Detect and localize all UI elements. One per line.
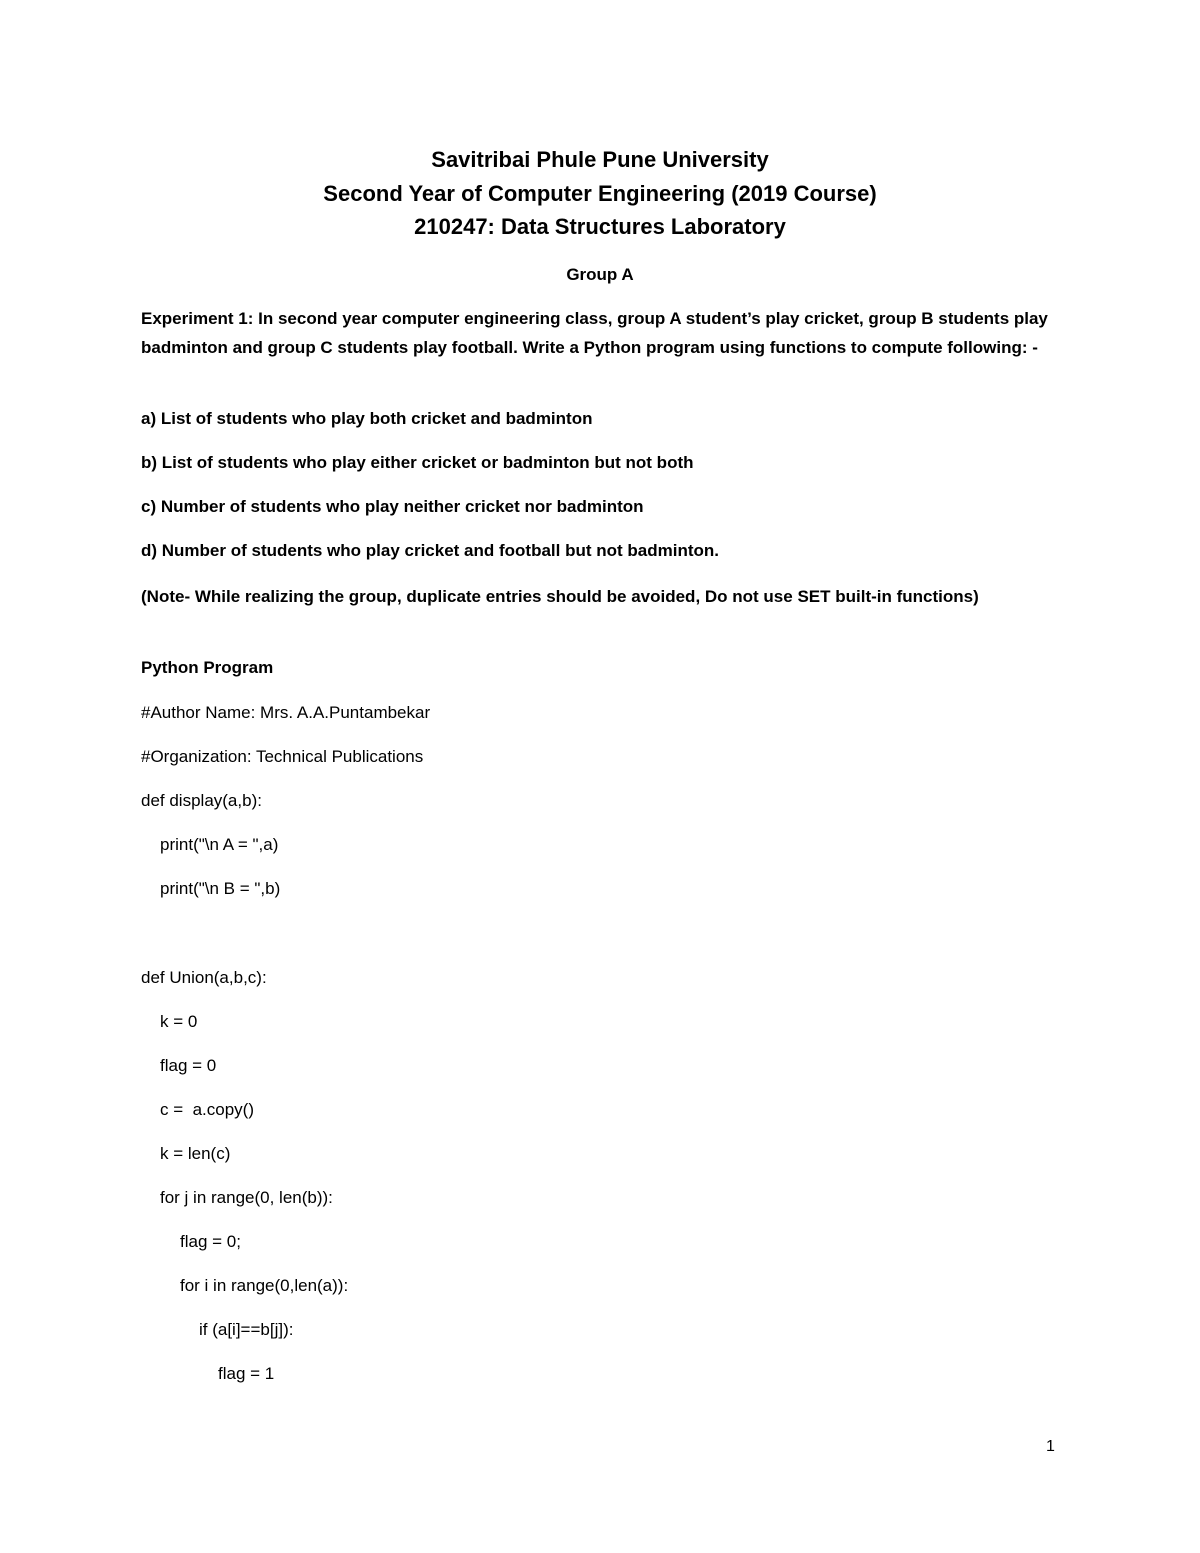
code-line: c = a.copy() (160, 1100, 255, 1119)
task-d: d) Number of students who play cricket and football but not badminton. (141, 541, 719, 560)
group-heading: Group A (566, 265, 634, 284)
code-line: print("\n B = ",b) (160, 879, 281, 898)
code-line: k = 0 (160, 1012, 198, 1031)
task-b: b) List of students who play either cricket or badminton but not both (141, 453, 694, 472)
code-line: for i in range(0,len(a)): (180, 1276, 349, 1295)
program-heading: Python Program (141, 658, 274, 677)
code-line: if (a[i]==b[j]): (199, 1320, 294, 1339)
subject-title: 210247: Data Structures Laboratory (414, 214, 786, 239)
task-c: c) Number of students who play neither cricket nor badminton (141, 497, 644, 516)
course-title: Second Year of Computer Engineering (2019 Course) (323, 181, 877, 206)
code-line: flag = 0; (180, 1232, 241, 1251)
experiment-statement: Experiment 1: In second year computer engineering class, group A student’s play cricket, group B students play badminton and group C students play football. Write a Python program using functions to compute following: - (141, 309, 1048, 357)
code-line: k = len(c) (160, 1144, 231, 1163)
code-line: flag = 0 (160, 1056, 217, 1075)
task-a: a) List of students who play both cricket and badminton (141, 409, 593, 428)
author-comment: #Author Name: Mrs. A.A.Puntambekar (141, 703, 431, 722)
code-line: for j in range(0, len(b)): (160, 1188, 333, 1207)
code-line: def Union(a,b,c): (141, 968, 267, 987)
organization-comment: #Organization: Technical Publications (141, 747, 424, 766)
code-line: flag = 1 (218, 1364, 275, 1383)
page-number: 1 (1046, 1438, 1055, 1455)
note: (Note- While realizing the group, duplicate entries should be avoided, Do not use SET built-in functions) (141, 587, 979, 606)
code-line: print("\n A = ",a) (160, 835, 279, 854)
university-title: Savitribai Phule Pune University (431, 147, 769, 172)
code-line: def display(a,b): (141, 791, 262, 810)
